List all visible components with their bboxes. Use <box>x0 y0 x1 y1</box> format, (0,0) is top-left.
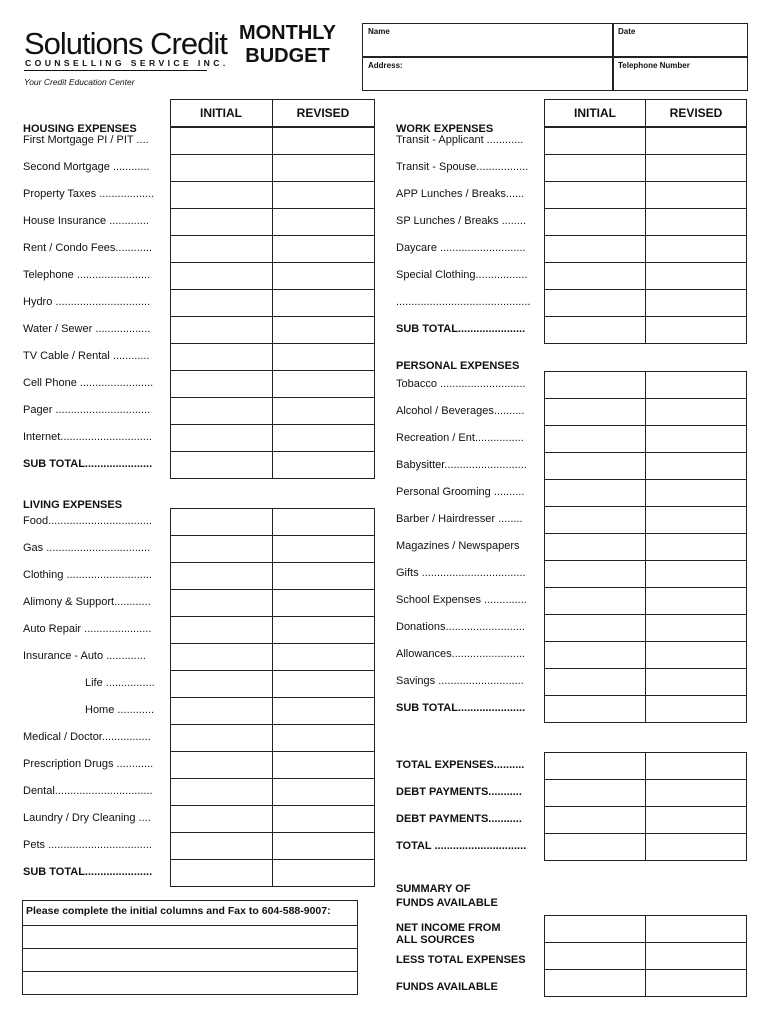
personal-row-6-label: Magazines / Newspapers <box>396 540 520 552</box>
housing-row-5-initial-input[interactable] <box>170 262 273 290</box>
work-row-5-initial-input[interactable] <box>544 262 646 290</box>
housing-row-3-revised-input[interactable] <box>272 208 375 236</box>
company-tagline: Your Credit Education Center <box>24 77 135 87</box>
housing-expenses-heading: HOUSING EXPENSES <box>23 123 137 135</box>
living-row-8-label: Medical / Doctor................ <box>23 731 151 743</box>
personal-row-1-initial-input[interactable] <box>544 398 646 426</box>
housing-row-5-revised-input[interactable] <box>272 262 375 290</box>
personal-row-12-revised-input[interactable] <box>645 695 747 723</box>
housing-row-4-initial-input[interactable] <box>170 235 273 263</box>
personal-row-8-revised-input[interactable] <box>645 587 747 615</box>
living-row-8-initial-input[interactable] <box>170 724 273 752</box>
telephone-label: Telephone Number <box>618 61 690 70</box>
housing-row-1-initial-input[interactable] <box>170 154 273 182</box>
living-row-5-revised-input[interactable] <box>272 643 375 671</box>
housing-row-2-revised-input[interactable] <box>272 181 375 209</box>
living-row-8-revised-input[interactable] <box>272 724 375 752</box>
personal-row-6-initial-input[interactable] <box>544 533 646 561</box>
housing-row-6-initial-input[interactable] <box>170 289 273 317</box>
work-row-3-initial-input[interactable] <box>544 208 646 236</box>
company-logo-subtitle: COUNSELLING SERVICE INC. <box>25 58 229 68</box>
housing-row-1-revised-input[interactable] <box>272 154 375 182</box>
funds-available-label: FUNDS AVAILABLE <box>396 981 498 993</box>
page-title <box>230 22 345 68</box>
personal-row-5-initial-input[interactable] <box>544 506 646 534</box>
company-logo-name: Solutions Credit <box>24 26 227 61</box>
personal-row-0-revised-input[interactable] <box>645 371 747 399</box>
right-revised-column-label: REVISED <box>669 106 723 120</box>
housing-row-0-initial-input[interactable] <box>170 127 273 155</box>
housing-row-7-label: Water / Sewer .................. <box>23 323 151 335</box>
personal-row-0-label: Tobacco ............................ <box>396 378 526 390</box>
totals-row-0-label: TOTAL EXPENSES.......... <box>396 759 525 771</box>
housing-row-9-revised-input[interactable] <box>272 370 375 398</box>
left-revised-column-label: REVISED <box>296 106 350 120</box>
work-row-1-initial-input[interactable] <box>544 154 646 182</box>
housing-row-10-label: Pager ............................... <box>23 404 151 416</box>
fax-note-row-4[interactable] <box>22 971 358 995</box>
living-row-0-label: Food.................................. <box>23 515 152 527</box>
living-row-6-label: Life ................ <box>85 677 155 689</box>
work-row-5-revised-input[interactable] <box>645 262 747 290</box>
title-line-2: BUDGET <box>245 45 330 67</box>
work-row-7-label: SUB TOTAL...................... <box>396 323 526 335</box>
totals-row-1-revised-input[interactable] <box>645 779 747 807</box>
work-row-3-revised-input[interactable] <box>645 208 747 236</box>
totals-row-0-revised-input[interactable] <box>645 752 747 780</box>
personal-expenses-heading: PERSONAL EXPENSES <box>396 360 520 372</box>
work-row-7-initial-input[interactable] <box>544 316 646 344</box>
summary-row-0-initial-input[interactable] <box>544 915 646 943</box>
left-initial-column-label: INITIAL <box>200 106 242 120</box>
living-row-10-initial-input[interactable] <box>170 778 273 806</box>
personal-row-3-initial-input[interactable] <box>544 452 646 480</box>
housing-row-5-label: Telephone ........................ <box>23 269 151 281</box>
personal-row-4-label: Personal Grooming .......... <box>396 486 525 498</box>
less-total-expenses-label: LESS TOTAL EXPENSES <box>396 954 526 966</box>
living-row-2-initial-input[interactable] <box>170 562 273 590</box>
personal-row-6-revised-input[interactable] <box>645 533 747 561</box>
personal-row-9-label: Donations.......................... <box>396 621 525 633</box>
housing-row-0-revised-input[interactable] <box>272 127 375 155</box>
housing-row-4-revised-input[interactable] <box>272 235 375 263</box>
personal-row-1-revised-input[interactable] <box>645 398 747 426</box>
housing-row-12-initial-input[interactable] <box>170 451 273 479</box>
housing-row-11-revised-input[interactable] <box>272 424 375 452</box>
personal-row-4-initial-input[interactable] <box>544 479 646 507</box>
housing-row-12-revised-input[interactable] <box>272 451 375 479</box>
personal-row-4-revised-input[interactable] <box>645 479 747 507</box>
housing-row-4-label: Rent / Condo Fees............ <box>23 242 153 254</box>
living-row-13-revised-input[interactable] <box>272 859 375 887</box>
work-row-2-initial-input[interactable] <box>544 181 646 209</box>
personal-row-1-label: Alcohol / Beverages.......... <box>396 405 525 417</box>
personal-row-12-label: SUB TOTAL...................... <box>396 702 526 714</box>
work-row-2-revised-input[interactable] <box>645 181 747 209</box>
housing-row-8-label: TV Cable / Rental ............ <box>23 350 150 362</box>
personal-row-11-label: Savings ............................ <box>396 675 524 687</box>
housing-row-9-initial-input[interactable] <box>170 370 273 398</box>
fax-instructions: Please complete the initial columns and Fax to 604-588-9007: <box>26 905 331 917</box>
work-row-6-initial-input[interactable] <box>544 289 646 317</box>
totals-row-1-label: DEBT PAYMENTS........... <box>396 786 522 798</box>
personal-row-3-revised-input[interactable] <box>645 452 747 480</box>
personal-row-2-initial-input[interactable] <box>544 425 646 453</box>
work-row-3-label: SP Lunches / Breaks ........ <box>396 215 527 227</box>
summary-row-2-initial-input[interactable] <box>544 969 646 997</box>
totals-row-3-initial-input[interactable] <box>544 833 646 861</box>
name-field[interactable] <box>362 23 614 58</box>
housing-row-1-label: Second Mortgage ............ <box>23 161 150 173</box>
living-row-0-initial-input[interactable] <box>170 508 273 536</box>
totals-row-3-label: TOTAL .............................. <box>396 840 527 852</box>
personal-row-9-revised-input[interactable] <box>645 614 747 642</box>
living-row-1-revised-input[interactable] <box>272 535 375 563</box>
housing-row-0-label: First Mortgage PI / PIT .... <box>23 134 149 146</box>
living-row-5-initial-input[interactable] <box>170 643 273 671</box>
living-row-12-revised-input[interactable] <box>272 832 375 860</box>
personal-row-5-label: Barber / Hairdresser ........ <box>396 513 523 525</box>
living-row-9-initial-input[interactable] <box>170 751 273 779</box>
living-row-12-initial-input[interactable] <box>170 832 273 860</box>
logo-divider <box>24 70 207 71</box>
net-income-label <box>396 922 501 946</box>
summary-row-1-initial-input[interactable] <box>544 942 646 970</box>
personal-row-2-label: Recreation / Ent................ <box>396 432 524 444</box>
net-income-label-line-2: ALL SOURCES <box>396 934 475 946</box>
summary-heading-line-2: FUNDS AVAILABLE <box>396 897 498 909</box>
summary-row-1-revised-input[interactable] <box>645 942 747 970</box>
personal-row-3-label: Babysitter........................... <box>396 459 527 471</box>
living-row-1-label: Gas .................................. <box>23 542 151 554</box>
net-income-label-line-1: NET INCOME FROM <box>396 922 501 934</box>
totals-row-2-initial-input[interactable] <box>544 806 646 834</box>
work-row-6-revised-input[interactable] <box>645 289 747 317</box>
housing-row-2-label: Property Taxes .................. <box>23 188 155 200</box>
living-row-11-revised-input[interactable] <box>272 805 375 833</box>
personal-row-9-initial-input[interactable] <box>544 614 646 642</box>
living-row-9-revised-input[interactable] <box>272 751 375 779</box>
work-row-0-revised-input[interactable] <box>645 127 747 155</box>
living-row-7-label: Home ............ <box>85 704 155 716</box>
housing-row-8-revised-input[interactable] <box>272 343 375 371</box>
summary-row-2-revised-input[interactable] <box>645 969 747 997</box>
housing-row-7-revised-input[interactable] <box>272 316 375 344</box>
living-row-9-label: Prescription Drugs ............ <box>23 758 154 770</box>
name-label: Name <box>368 27 390 36</box>
housing-row-9-label: Cell Phone ........................ <box>23 377 154 389</box>
summary-row-0-revised-input[interactable] <box>645 915 747 943</box>
housing-row-11-initial-input[interactable] <box>170 424 273 452</box>
fax-note-row-3[interactable] <box>22 948 358 972</box>
living-row-12-label: Pets .................................. <box>23 839 152 851</box>
totals-row-0-initial-input[interactable] <box>544 752 646 780</box>
living-row-2-revised-input[interactable] <box>272 562 375 590</box>
title-line-1: MONTHLY <box>238 22 337 44</box>
work-row-0-label: Transit - Applicant ............ <box>396 134 524 146</box>
personal-row-10-initial-input[interactable] <box>544 641 646 669</box>
date-label: Date <box>618 27 636 36</box>
living-row-10-label: Dental................................ <box>23 785 153 797</box>
housing-row-3-initial-input[interactable] <box>170 208 273 236</box>
living-row-7-revised-input[interactable] <box>272 697 375 725</box>
housing-row-10-initial-input[interactable] <box>170 397 273 425</box>
living-row-4-revised-input[interactable] <box>272 616 375 644</box>
living-row-1-initial-input[interactable] <box>170 535 273 563</box>
work-row-4-revised-input[interactable] <box>645 235 747 263</box>
housing-row-7-initial-input[interactable] <box>170 316 273 344</box>
living-row-13-label: SUB TOTAL...................... <box>23 866 153 878</box>
living-row-4-label: Auto Repair ...................... <box>23 623 152 635</box>
living-row-3-revised-input[interactable] <box>272 589 375 617</box>
totals-row-2-revised-input[interactable] <box>645 806 747 834</box>
housing-row-3-label: House Insurance ............. <box>23 215 149 227</box>
totals-row-1-initial-input[interactable] <box>544 779 646 807</box>
living-row-2-label: Clothing ............................ <box>23 569 152 581</box>
housing-row-6-label: Hydro ............................... <box>23 296 151 308</box>
personal-row-7-revised-input[interactable] <box>645 560 747 588</box>
living-row-0-revised-input[interactable] <box>272 508 375 536</box>
right-initial-column-label: INITIAL <box>574 106 616 120</box>
housing-row-12-label: SUB TOTAL...................... <box>23 458 153 470</box>
living-row-5-label: Insurance - Auto ............. <box>23 650 146 662</box>
personal-row-10-label: Allowances........................ <box>396 648 525 660</box>
personal-row-2-revised-input[interactable] <box>645 425 747 453</box>
summary-heading <box>396 882 498 910</box>
living-row-3-label: Alimony & Support............ <box>23 596 151 608</box>
work-row-7-revised-input[interactable] <box>645 316 747 344</box>
housing-row-8-initial-input[interactable] <box>170 343 273 371</box>
living-row-7-initial-input[interactable] <box>170 697 273 725</box>
living-expenses-heading: LIVING EXPENSES <box>23 499 123 511</box>
living-row-13-initial-input[interactable] <box>170 859 273 887</box>
housing-row-10-revised-input[interactable] <box>272 397 375 425</box>
personal-row-7-label: Gifts .................................. <box>396 567 526 579</box>
personal-row-11-initial-input[interactable] <box>544 668 646 696</box>
housing-row-11-label: Internet.............................. <box>23 431 152 443</box>
work-row-6-label: ............................................ <box>396 296 531 308</box>
work-row-1-revised-input[interactable] <box>645 154 747 182</box>
personal-row-8-label: School Expenses .............. <box>396 594 527 606</box>
work-row-2-label: APP Lunches / Breaks...... <box>396 188 525 200</box>
living-row-6-revised-input[interactable] <box>272 670 375 698</box>
living-row-10-revised-input[interactable] <box>272 778 375 806</box>
work-expenses-heading: WORK EXPENSES <box>396 123 494 135</box>
housing-row-6-revised-input[interactable] <box>272 289 375 317</box>
personal-row-11-revised-input[interactable] <box>645 668 747 696</box>
personal-row-12-initial-input[interactable] <box>544 695 646 723</box>
personal-row-8-initial-input[interactable] <box>544 587 646 615</box>
personal-row-10-revised-input[interactable] <box>645 641 747 669</box>
personal-row-7-initial-input[interactable] <box>544 560 646 588</box>
living-row-3-initial-input[interactable] <box>170 589 273 617</box>
fax-note-row-2[interactable] <box>22 925 358 949</box>
work-row-0-initial-input[interactable] <box>544 127 646 155</box>
totals-row-2-label: DEBT PAYMENTS........... <box>396 813 522 825</box>
personal-row-0-initial-input[interactable] <box>544 371 646 399</box>
totals-row-3-revised-input[interactable] <box>645 833 747 861</box>
housing-row-2-initial-input[interactable] <box>170 181 273 209</box>
address-label: Address: <box>368 61 403 70</box>
work-row-4-initial-input[interactable] <box>544 235 646 263</box>
living-row-11-initial-input[interactable] <box>170 805 273 833</box>
work-row-1-label: Transit - Spouse................. <box>396 161 529 173</box>
summary-heading-line-1: SUMMARY OF <box>396 883 471 895</box>
living-row-11-label: Laundry / Dry Cleaning .... <box>23 812 151 824</box>
work-row-5-label: Special Clothing................. <box>396 269 528 281</box>
living-row-4-initial-input[interactable] <box>170 616 273 644</box>
living-row-6-initial-input[interactable] <box>170 670 273 698</box>
work-row-4-label: Daycare ............................ <box>396 242 526 254</box>
personal-row-5-revised-input[interactable] <box>645 506 747 534</box>
